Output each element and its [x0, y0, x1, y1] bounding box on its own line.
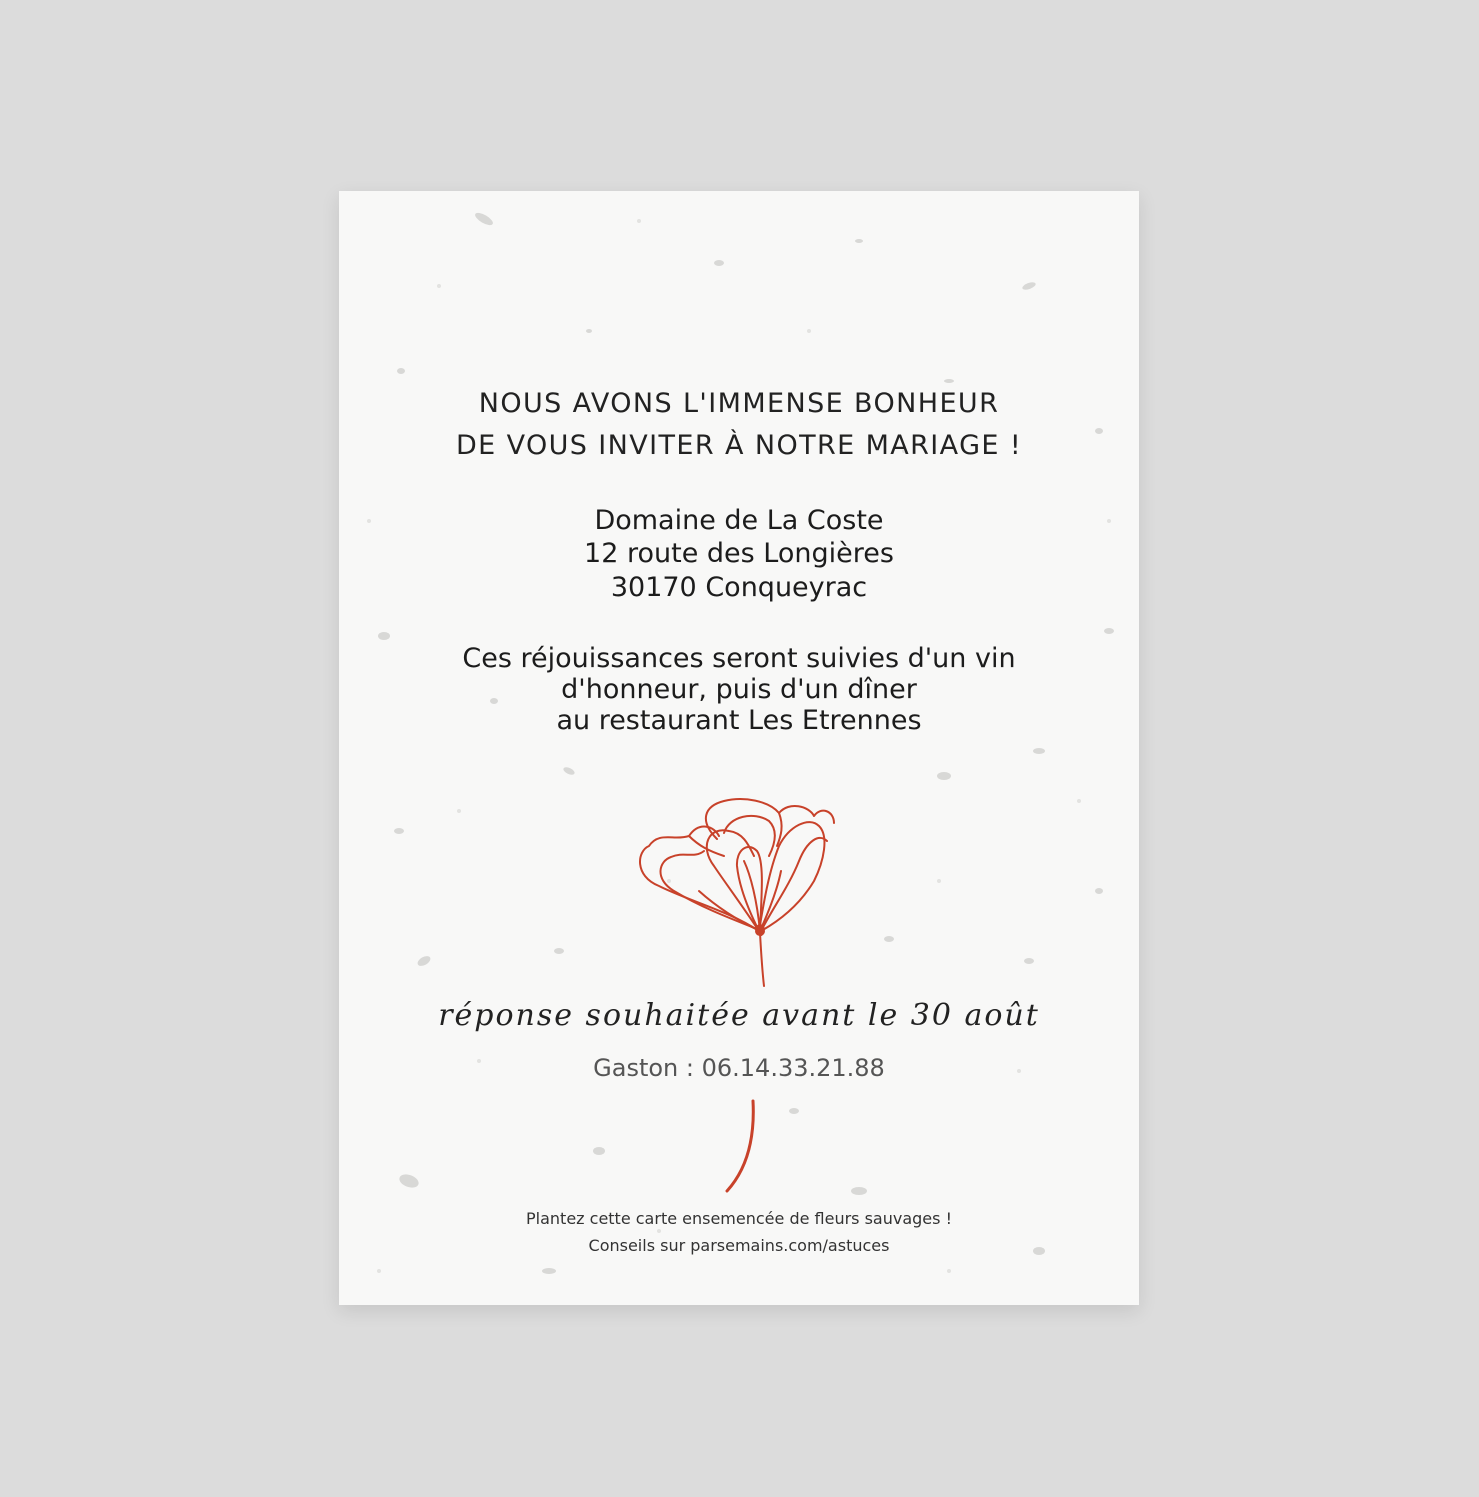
reception-line-3: au restaurant Les Etrennes [556, 705, 922, 736]
reception-line-1: Ces réjouissances seront suivies d'un vin [462, 643, 1016, 674]
reception-line-2: d'honneur, puis d'un dîner [561, 674, 917, 705]
stem-line [719, 1099, 759, 1194]
venue-name: Domaine de La Coste [594, 505, 884, 536]
footer-tips-link: Conseils sur parsemains.com/astuces [588, 1236, 890, 1255]
footer-plant-note: Plantez cette carte ensemencée de fleurs sauvages ! [526, 1209, 952, 1228]
rsvp-contact: Gaston : 06.14.33.21.88 [593, 1054, 885, 1082]
invitation-card [339, 191, 1139, 1305]
venue-city: 30170 Conqueyrac [610, 572, 868, 603]
headline-line-2: DE VOUS INVITER À NOTRE MARIAGE ! [455, 430, 1023, 461]
headline-line-1: NOUS AVONS L'IMMENSE BONHEUR [478, 388, 1000, 419]
venue-street: 12 route des Longières [584, 538, 894, 569]
rsvp-deadline: réponse souhaitée avant le 30 août [438, 998, 1040, 1033]
poppy-flower-illustration [629, 791, 849, 991]
